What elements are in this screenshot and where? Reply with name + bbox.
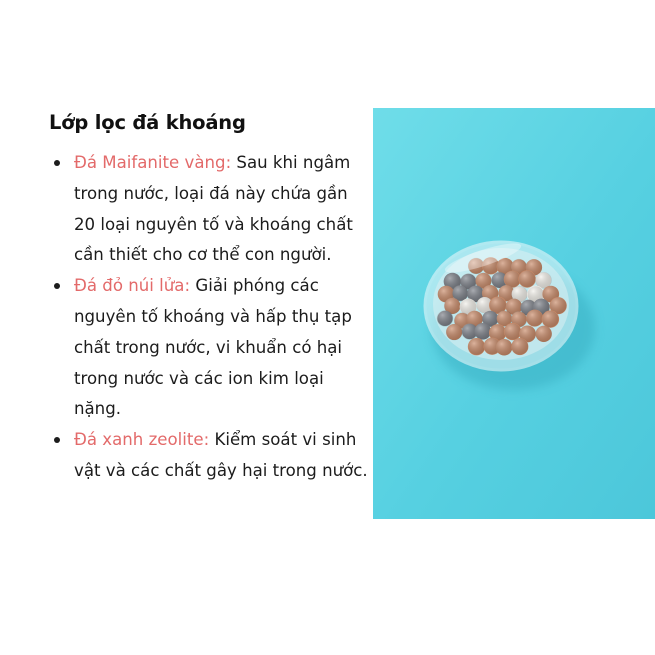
stone-shading [542,311,558,327]
stone-shading [536,326,552,342]
stone-shading [504,323,520,339]
stone-shading [496,339,512,355]
stone-shading [519,271,535,287]
mineral-stones-photo [373,108,655,519]
item-term: Đá đỏ núi lửa: [74,276,191,296]
list-item [52,148,370,271]
section-title: Lớp lọc đá khoáng [49,111,246,134]
stone-shading [437,310,453,326]
stone-shading [504,271,520,287]
item-term: Đá xanh zeolite: [74,430,210,450]
stone-shading [468,339,484,355]
list-item [52,271,370,425]
list-item [52,425,370,487]
item-term: Đá Maifanite vàng: [74,153,232,172]
bullet-icon [54,437,60,443]
bullet-icon [54,283,60,289]
stone-shading [474,323,490,339]
filter-stone-list [52,148,370,487]
petri-dish-image [373,108,655,519]
stone-shading [446,324,462,340]
bullet-icon [54,160,60,166]
item-description: Giải phóng các nguyên tố khoáng và hấp thụ tạp chất trong nước, vi khuẩn có hại trong nước và các ion kim loại nặng. [74,276,352,419]
stone-shading [526,310,542,326]
stone-shading [512,338,528,354]
item-description: Sau khi ngâm trong nước, loại đá này chứa gần 20 loại nguyên tố và khoáng chất cần thiết cho cơ thể con người. [74,153,353,265]
item-description: Kiểm soát vi sinh vật và các chất gây hại trong nước. [74,430,368,480]
